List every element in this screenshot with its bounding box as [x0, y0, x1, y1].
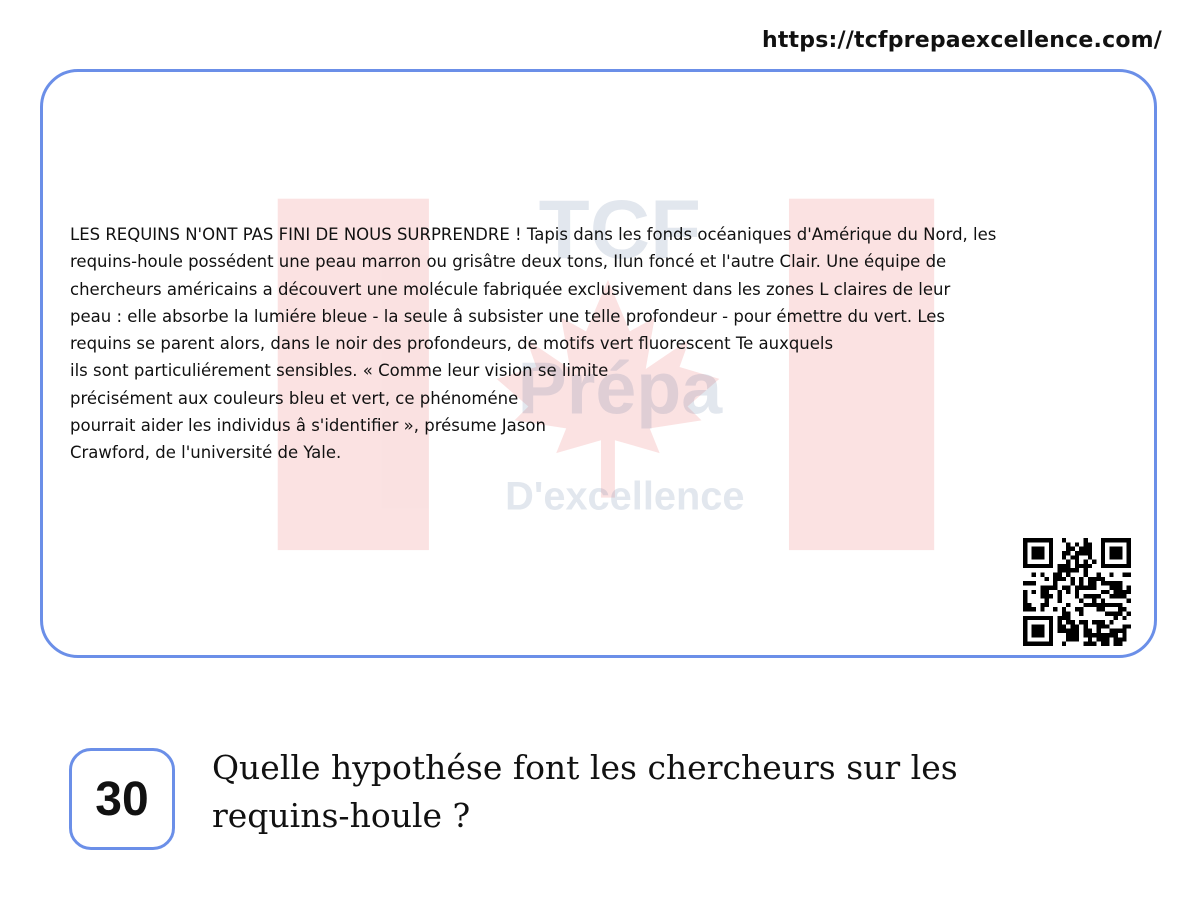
question-line: Quelle hypothése font les chercheurs sur les	[212, 748, 958, 787]
passage-line: requins-houle possédent une peau marron ou grisâtre deux tons, Ilun foncé et l'autre Clair. Une équipe de	[70, 252, 947, 272]
passage-line: requins se parent alors, dans le noir des profondeurs, de motifs vert fluorescent Te auxquels	[70, 334, 834, 354]
question-text	[212, 744, 1112, 840]
qr-code-icon[interactable]	[1023, 538, 1131, 646]
passage-line: ils sont particuliérement sensibles. « Comme leur vision se limite	[70, 361, 609, 381]
passage-text	[70, 221, 1145, 467]
passage-line: LES REQUINS N'ONT PAS FINI DE NOUS SURPRENDRE ! Tapis dans les fonds océaniques d'Amérique du Nord, les	[70, 225, 997, 244]
watermark-text-prepa: Prépa	[517, 347, 723, 430]
question-number: 30	[69, 748, 175, 850]
passage-line: chercheurs américains a découvert une molécule fabriquée exclusivement dans les zones L claires de leur	[70, 279, 951, 299]
passage-card	[40, 69, 1157, 658]
passage-line: précisément aux couleurs bleu et vert, ce phénoméne	[70, 388, 519, 408]
passage-line: Crawford, de l'université de Yale.	[70, 443, 342, 463]
passage-line: pourrait aider les individus â s'identifier », présume Jason	[70, 416, 546, 436]
passage-line: peau : elle absorbe la lumiére bleue - la seule â subsister une telle profondeur - pour émettre du vert. Les	[70, 306, 946, 326]
watermark-text-tcf: TCF	[538, 183, 702, 277]
watermark-text-excellence: D'excellence	[505, 474, 745, 519]
question-line: requins-houle ?	[212, 796, 471, 835]
site-url[interactable]: https://tcfprepaexcellence.com/	[761, 28, 1162, 53]
